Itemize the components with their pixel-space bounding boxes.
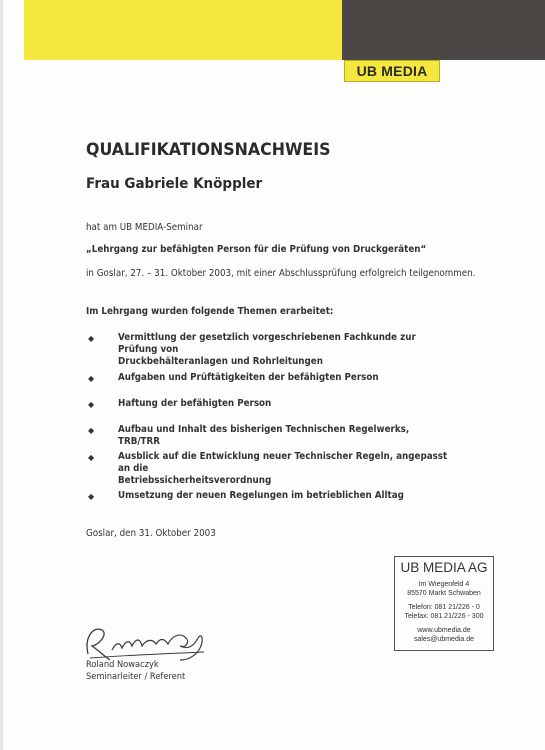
bullet-diamond-icon: ◆ — [88, 374, 95, 383]
seminar-title: „Lehrgang zur befähigten Person für die Prüfung von Druckgeräten“ — [86, 244, 427, 255]
stamp-web: www.ubmedia.de — [417, 627, 471, 634]
document-title: QUALIFIKATIONSNACHWEIS — [86, 140, 331, 160]
recipient-name: Frau Gabriele Knöppler — [86, 176, 263, 192]
stamp-email: sales@ubmedia.de — [413, 636, 475, 643]
topic-item: Aufgaben und Prüftätigkeiten der befähigten Person — [118, 372, 379, 383]
stamp-city: 85570 Markt Schwaben — [407, 590, 481, 597]
topic-item: Umsetzung der neuen Regelungen im betrieblichen Alltag — [118, 490, 404, 501]
place-date: Goslar, den 31. Oktober 2003 — [86, 528, 216, 539]
ub-media-logo: UB MEDIA — [344, 60, 440, 82]
topic-item: Ausblick auf die Entwicklung neuer Technischer Regeln, angepasst an die Betriebssicherheitsverordnung — [118, 451, 448, 486]
bullet-diamond-icon: ◆ — [88, 426, 95, 435]
bullet-diamond-icon: ◆ — [88, 400, 95, 409]
signatory-name: Roland Nowaczyk — [86, 660, 159, 670]
topics-heading: Im Lehrgang wurden folgende Themen erarbeitet: — [86, 306, 334, 317]
header-dark-band — [342, 0, 545, 60]
stamp-phone: Telefon: 081 21/226 - 0 — [408, 604, 480, 611]
handwritten-signature — [76, 616, 216, 666]
topic-item: Vermittlung der gesetzlich vorgeschriebenen Fachkunde zur Prüfung von Druckbehälteranlagen und Rohrleitungen — [118, 332, 416, 367]
bullet-diamond-icon: ◆ — [88, 334, 95, 343]
stamp-street: Im Wiegenfeld 4 — [418, 581, 470, 588]
intro-text: hat am UB MEDIA-Seminar — [86, 222, 203, 233]
stamp-company: UB MEDIA AG — [400, 560, 488, 575]
completion-text: in Goslar, 27. – 31. Oktober 2003, mit einer Abschlussprüfung erfolgreich teilgenommen. — [86, 268, 476, 279]
page-edge — [0, 0, 3, 750]
bullet-diamond-icon: ◆ — [88, 453, 95, 462]
bullet-diamond-icon: ◆ — [88, 492, 95, 501]
header-yellow-band — [24, 0, 342, 60]
topic-item: Aufbau und Inhalt des bisherigen Technischen Regelwerks, TRB/TRR — [118, 424, 410, 447]
topic-item: Haftung der befähigten Person — [118, 398, 272, 409]
stamp-fax: Telefax: 081 21/226 - 300 — [404, 613, 484, 620]
signatory-role: Seminarleiter / Referent — [86, 672, 186, 682]
company-stamp — [394, 556, 494, 651]
